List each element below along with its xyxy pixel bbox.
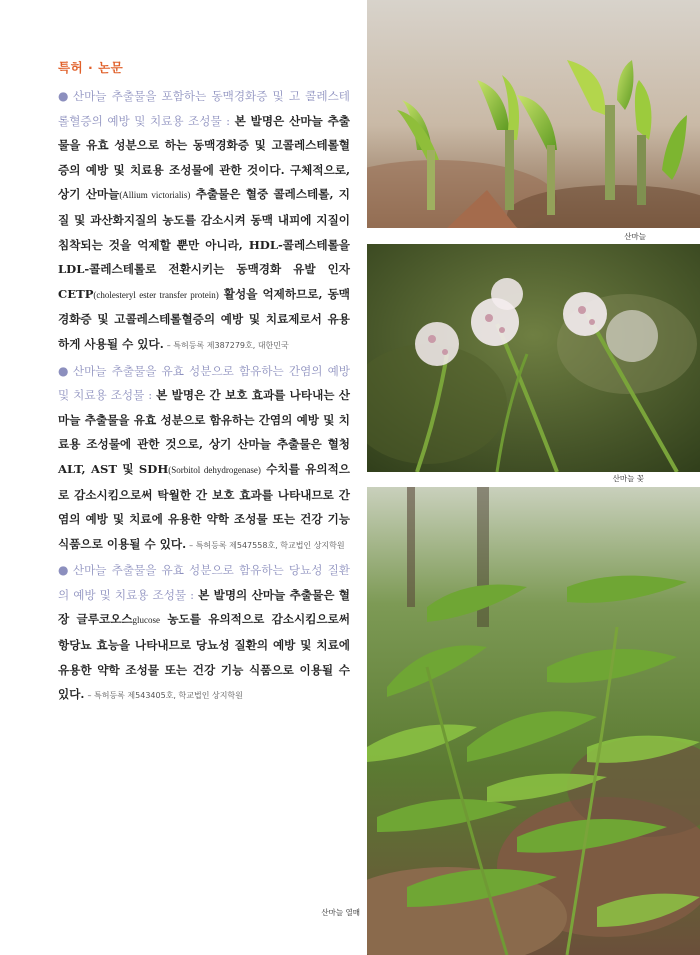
flower-photo [367, 244, 700, 472]
patent-body: 본 발명의 산마늘 추출물은 혈장 글루코오스 [58, 587, 350, 627]
bullet-icon: ● [58, 363, 70, 378]
patent-body: 수치를 유의적으로 감소시킴으로써 탁월한 간 보호 효과를 나타내므로 간염의 예방 및 치료에 유용한 약학 조성물 또는 건강 기능 식품으로 이용될 수 있다. [58, 461, 350, 551]
latin-term: (Sorbitol dehydrogenase) [168, 464, 261, 475]
patent-source: – 특허등록 제547558호, 학교법인 상지학원 [189, 540, 345, 550]
bullet-icon: ● [58, 89, 70, 103]
latin-term: glucose [132, 615, 161, 626]
photo-caption-plant: 산마늘 열매 [321, 908, 360, 917]
photo-caption-sprout: 산마늘 [624, 232, 646, 241]
patent-source: – 특허등록 제543405호, 학교법인 상지학원 [87, 691, 243, 701]
sprout-photo [367, 0, 700, 228]
photo-caption-flower: 산마늘 꽃 [612, 474, 644, 483]
patent-title: 산마늘 추출물을 유효 성분으로 함유하는 간염의 예방 및 치료용 조성물 : [58, 363, 350, 403]
patent-body: 본 발명은 간 보호 효과를 나타내는 산마늘 추출물을 유효 성분으로 함유하는 간염의 예방 및 치료용 조성물에 관한 것으로, 상기 산마늘 추출물은 혈청 ALT, AST 및 SDH [58, 388, 350, 476]
patent-title: 산마늘 추출물을 포함하는 동맥경화증 및 고 콜레스테롤혈증의 예방 및 치료용 조성물 : [58, 89, 350, 128]
patent-body: 활성을 억제하므로, 동맥경화증 및 고콜레스테롤혈증의 예방 및 치료제로서 유용하게 사용될 수 있다. [58, 286, 350, 351]
patent-body: 추출물은 혈중 콜레스테롤, 지질 및 과산화지질의 농도를 감소시켜 동맥 내피에 지질이 침착되는 것을 억제할 뿐만 아니라, HDL-콜레스테롤을 LDL-콜레스테롤로 전환시키는 동맥경화 유발 인자 CETP [58, 187, 350, 301]
section-label: 특허 · 논문 [58, 60, 124, 75]
patent-item-2 [58, 359, 350, 559]
patent-body: 농도를 유의적으로 감소시킴으로써 항당뇨 효능을 나타내므로 당뇨성 질환의 예방 및 치료에 유용한 약학 조성물 또는 건강 기능 식품으로 이용될 수 있다. [58, 612, 351, 702]
patent-source: – 특허등록 제387279호, 대한민국 [166, 340, 289, 350]
article-text-column [58, 58, 350, 709]
patent-item-1 [58, 84, 350, 359]
plant-photo [367, 487, 700, 955]
latin-name: (Allium victorialis) [119, 190, 191, 201]
latin-term: (cholesteryl ester transfer protein) [93, 289, 219, 300]
patent-item-3 [58, 558, 350, 709]
patent-body: 본 발명은 산마늘 추출물을 유효 성분으로 하는 동맥경화증 및 고콜레스테롤혈증의 예방 및 치료용 조성물에 관한 것이다. 구체적으로, 상기 산마늘 [58, 113, 350, 202]
bullet-icon: ● [58, 563, 70, 578]
patent-title: 산마늘 추출물을 유효 성분으로 함유하는 당뇨성 질환의 예방 및 치료용 조성물 : [58, 563, 350, 602]
